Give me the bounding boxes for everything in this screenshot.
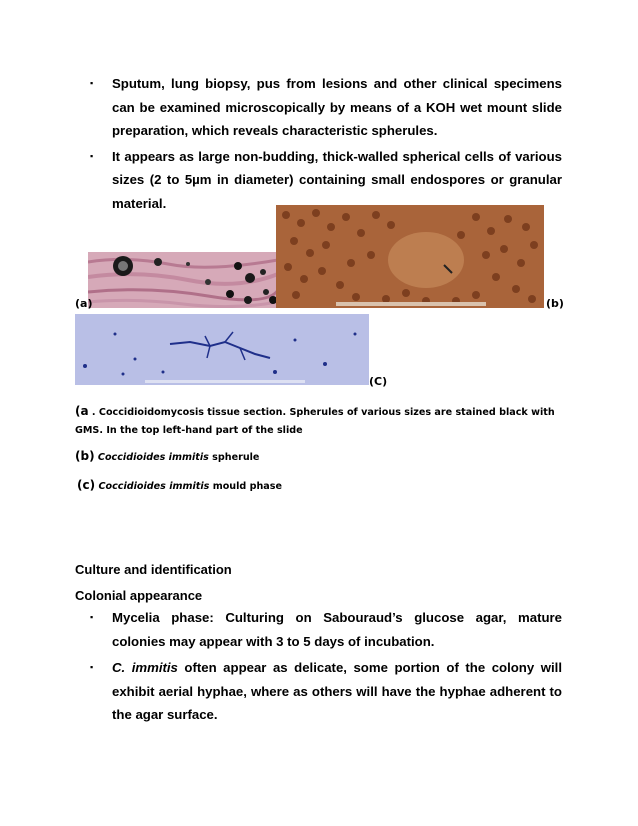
spherule-graphic: [276, 205, 544, 308]
figure-label-b: (b): [546, 297, 564, 310]
figure-label-c: (C): [369, 375, 388, 388]
figure-c-mould-image: [75, 314, 369, 385]
bullet-icon: ▪: [90, 612, 94, 622]
bullet-species: C. immitis: [112, 660, 178, 675]
caption-b: [75, 447, 555, 467]
caption-c-rest: mould phase: [209, 481, 283, 492]
bullet-icon: ▪: [90, 150, 94, 161]
mould-phase-graphic: [75, 314, 369, 385]
bullet-text: often appear as delicate, some portion of the colony will exhibit aerial hyphae, where as others will have the hyphae adherent to the agar surface.: [112, 660, 562, 722]
caption-b-tag: (b): [75, 449, 95, 463]
bullet-item: [90, 656, 562, 727]
figure-label-a: (a): [75, 297, 93, 310]
caption-c: [77, 476, 557, 496]
bullet-item: [90, 72, 562, 143]
bullet-text: It appears as large non-budding, thick-walled spherical cells of various sizes (2 to 5µm in diameter) containing small endospores or granular material.: [112, 148, 562, 211]
caption-b-rest: spherule: [208, 452, 260, 463]
caption-c-species: Coccidioides immitis: [98, 481, 210, 492]
bullet-item: [90, 606, 562, 653]
figure-b-spherule-image: [276, 205, 544, 308]
figure-a-tissue-image: [88, 252, 278, 308]
caption-a-tag: (a: [75, 404, 89, 418]
bullet-text: Mycelia phase: Culturing on Sabouraud’s glucose agar, mature colonies may appear with 3 to 5 days of incubation.: [112, 610, 562, 649]
tissue-section-graphic: [88, 252, 278, 308]
bullet-icon: ▪: [90, 78, 94, 88]
caption-b-species: Coccidioides immitis: [97, 452, 209, 463]
bullet-list-top: [0, 72, 638, 215]
bullet-text: Sputum, lung biopsy, pus from lesions and other clinical specimens can be examined microscopically by means of a KOH wet mount slide preparation, which reveals characteristic spherules.: [112, 76, 562, 138]
caption-c-tag: (c): [77, 478, 96, 492]
heading-colonial: Colonial appearance: [75, 588, 203, 603]
caption-a: [75, 402, 555, 440]
heading-culture: Culture and identification: [75, 562, 232, 577]
bullet-icon: ▪: [90, 662, 94, 672]
caption-a-text: . Coccidioidomycosis tissue section. Spherules of various sizes are stained black with GMS. In the top left-hand part of the slide: [75, 407, 555, 436]
bullet-list-bottom: [0, 606, 638, 727]
